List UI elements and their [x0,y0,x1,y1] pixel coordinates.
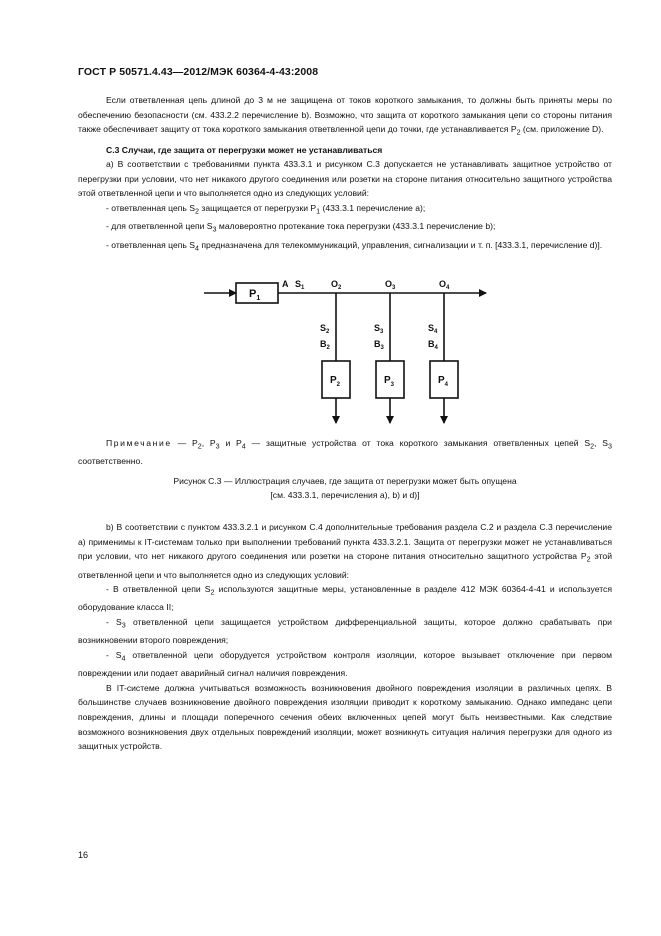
figure-caption [78,474,612,502]
paragraph-it-system: В IT-системе должна учитываться возможность возникновения двойного повреждения изоляции в различных цепях. В большинстве случаев возникновение двойного повреждения изоляции приводит к короткому замыканию. Однако импеданс цепи повреждения, длины и площади поперечного сечения обеих включенных цепей могут быть неизвестными. Как следствие возможного возникновения двух отдельных повреждений изоляции, может возникнуть ситуация наличия перегрузки для одного из защитных устройств. [78,682,612,752]
circuit-diagram [0,270,661,430]
list-item: - ответвленная цепь $S_4$ предназначена для телекоммуникаций, управления, сигнализации и т. п. [433.3.1, перечисление d)]. [106,239,603,253]
s2-label: $S_2$ [320,323,330,335]
s1-label: $S_1$ [295,279,305,291]
caption-line-1: Рисунок С.3 — Иллюстрация случаев, где защита от перегрузки может быть опущена [173,476,517,486]
paragraph-a: а) В соответствии с требованиями пункта 433.3.1 и рисунком С.3 допускается не устанавливать защитное устройство от перегрузки при условии, что нет никакого другого соединения или розетки на стороне питания относительно защитного устройства этой ответвленной цепи и что выполняется одно из следующих условий: [78,159,612,199]
list-item: - $S_4$ ответвленной цепи оборудуется устройством контроля изоляции, которое вызывает отключение при первом повреждении или подает аварийный сигнал наличия повреждения. [78,649,612,679]
list-item: - В ответвленной цепи $S_2$ используются защитные меры, установленные в разделе 412 МЭК 60364-4-41 и используется оборудование класса II; [78,584,612,613]
p3-label: $P_3$ [384,375,395,388]
list-item: - $S_3$ ответвленной цепи защищается устройством дифференциальной защиты, которое должно срабатывать при возникновении второго повреждения; [78,617,612,646]
top-text-block [78,93,612,256]
o2-label: $O_2$ [331,279,342,291]
s3-label: $S_3$ [374,323,384,335]
b4-label: $B_4$ [428,339,438,351]
list-item: - для ответвленной цепи $S_3$ маловероятно протекание тока перегрузки (433.3.1 перечисление b); [106,221,496,234]
s4-label: $S_4$ [428,323,438,335]
paragraph-b: b) В соответствии с пунктом 433.3.2.1 и рисунком С.4 дополнительные требования раздела С.2 и раздела С.3 перечисление а) применимы к IT-системам только при выполнении требований пункта 433.3.2.1. Защита от перегрузки может не устанавливаться при условии, что нет никакого другого соединения или розетки на стороне питания относительно защитного устройства $P_2$ этой ответвленной цепи и что выполняется одно из следующих условий: [78,522,612,580]
b3-label: $B_3$ [374,339,384,351]
b2-label: $B_2$ [320,339,330,351]
paragraph-branch-circuit: Если ответвленная цепь длиной до 3 м не защищена от токов короткого замыкания, то должны быть приняты меры по обеспечению безопасности (см. 433.2.2 перечисление b). Возможно, что защита от короткого замыкания цепи со стороны питания также обеспечивает защиту от тока короткого замыкания ответвленной цепи до точки, где устанавливается $P_2$ (см. приложение D). [78,95,612,137]
bottom-text-block [78,520,612,754]
document-header: ГОСТ Р 50571.4.43—2012/МЭК 60364-4-43:2008 [78,66,319,78]
list-item: - ответвленная цепь $S_2$ защищается от перегрузки $P_1$ (433.3.1 перечисление а); [106,202,426,216]
p4-label: $P_4$ [438,375,449,388]
o3-label: $O_3$ [385,279,396,291]
point-a-label: A [282,279,289,289]
section-heading: С.3 Случаи, где защита от перегрузки может не устанавливаться [106,144,383,155]
p1-label: $P_1$ [249,288,261,302]
figure-note: Примечание — $P_2$, $P_3$ и $P_4$ — защитные устройства от тока короткого замыкания ответвленных цепей $S_2$, $S_3$ соответственно. [78,438,612,467]
caption-line-2: [см. 433.3.1, перечисления а), b) и d)] [270,490,420,500]
p2-label: $P_2$ [330,375,341,388]
o4-label: $O_4$ [439,279,450,291]
page-number: 16 [78,850,89,860]
note-label: Примечание [106,438,172,448]
